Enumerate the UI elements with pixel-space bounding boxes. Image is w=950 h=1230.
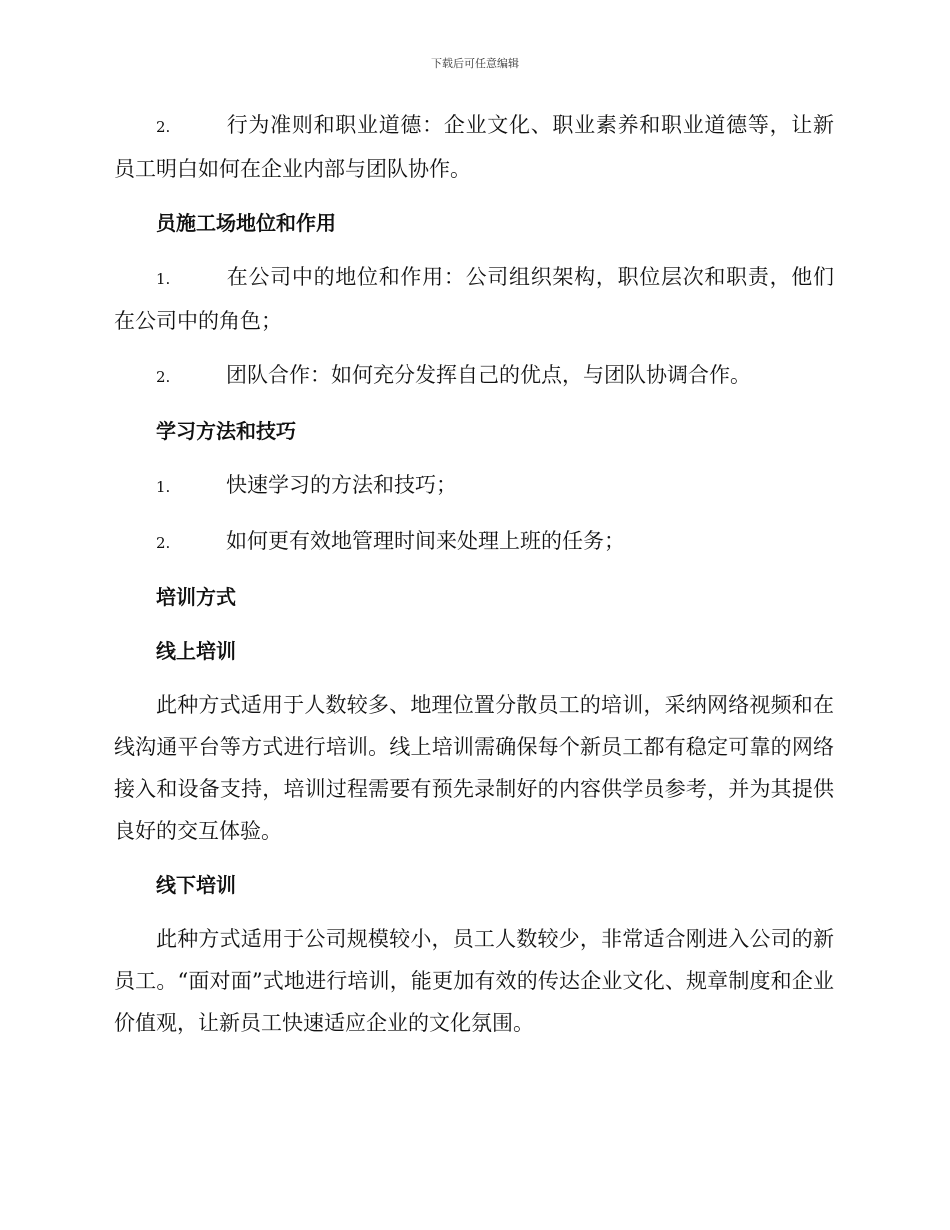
page-header: 下载后可任意编辑 [431, 57, 519, 70]
list-number: 2. [156, 368, 171, 386]
list-number: 2. [156, 118, 171, 136]
list-number: 1. [156, 270, 171, 288]
list-item [114, 520, 834, 564]
list-text: 快速学习的方法和技巧； [226, 473, 457, 497]
list-item [114, 354, 834, 398]
subsection-heading: 线上培训 [156, 639, 236, 663]
section-heading: 员施工场地位和作用 [156, 211, 336, 235]
list-item [114, 104, 834, 190]
list-number: 2. [156, 534, 171, 552]
list-text: 如何更有效地管理时间来处理上班的任务； [226, 529, 625, 553]
document-body [114, 104, 834, 1056]
list-text: 在公司中的地位和作用：公司组织架构，职位层次和职责，他们在公司中的角色； [114, 265, 834, 333]
list-text: 团队合作：如何充分发挥自己的优点，与团队协调合作。 [226, 363, 751, 387]
section-heading: 培训方式 [156, 585, 236, 609]
list-number: 1. [156, 478, 171, 496]
paragraph: 此种方式适用于公司规模较小，员工人数较少，非常适合刚进入公司的新员工。“面对面”式地进行培训，能更加有效的传达企业文化、规章制度和企业价值观，让新员工快速适应企业的文化氛围。 [114, 927, 834, 1035]
subsection-heading: 线下培训 [156, 873, 236, 897]
list-item [114, 256, 834, 342]
list-text: 行为准则和职业道德：企业文化、职业素养和职业道德等，让新员工明白如何在企业内部与团队协作。 [114, 113, 834, 181]
paragraph: 此种方式适用于人数较多、地理位置分散员工的培训，采纳网络视频和在线沟通平台等方式进行培训。线上培训需确保每个新员工都有稳定可靠的网络接入和设备支持，培训过程需要有预先录制好的内容供学员参考，并为其提供良好的交互体验。 [114, 693, 834, 843]
list-item [114, 464, 834, 508]
section-heading: 学习方法和技巧 [156, 419, 296, 443]
